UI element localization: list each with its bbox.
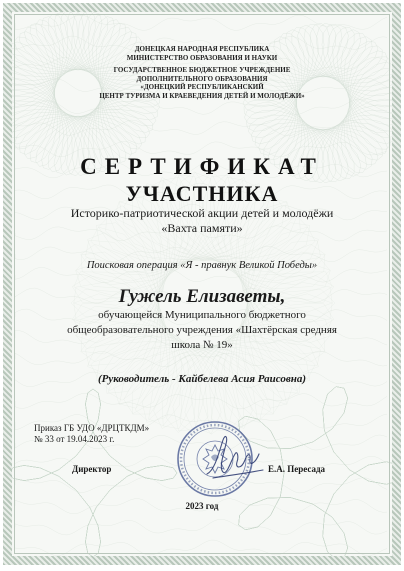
issue-year: 2023 год [185, 501, 219, 511]
operation-name: Поисковая операция «Я - правнук Великой Победы» [86, 260, 318, 271]
issuer-header [3, 45, 401, 100]
recipient-school [3, 308, 401, 353]
issuer-institution-line2: ДОПОЛНИТЕЛЬНОГО ОБРАЗОВАНИЯ [136, 74, 268, 83]
director-label: Директор [72, 464, 112, 474]
school-line2: общеобразовательного учреждения «Шахтёрская средняя [67, 324, 337, 336]
issuer-institution-line4: ЦЕНТР ТУРИЗМА И КРАЕВЕДЕНИЯ ДЕТЕЙ И МОЛОДЁЖИ» [99, 91, 305, 100]
director-name: Е.А. Пересада [268, 464, 326, 474]
order-line1: Приказ ГБ УДО «ДРЦТКДМ» [34, 423, 150, 433]
school-line3: школа № 19» [171, 339, 233, 351]
event-line1: Историко-патриотической акции детей и молодёжи [70, 206, 334, 220]
certificate-page [3, 3, 401, 565]
certificate-subtitle: УЧАСТНИКА [125, 181, 279, 206]
recipient-name: Гужель Елизаветы, [118, 286, 286, 307]
certificate-title: СЕРТИФИКАТ [80, 154, 324, 179]
school-line1: обучающейся Муниципального бюджетного [98, 309, 306, 321]
event-description [3, 206, 401, 236]
order-line2: № 33 от 19.04.2023 г. [34, 434, 115, 444]
leader-line: (Руководитель - Кайбелева Асия Раисовна) [97, 373, 307, 385]
order-reference [34, 423, 149, 445]
issuer-ministry: МИНИСТЕРСТВО ОБРАЗОВАНИЯ И НАУКИ [126, 53, 278, 62]
director-signature [201, 430, 271, 485]
issuer-institution-line3: «ДОНЕЦКИЙ РЕСПУБЛИКАНСКИЙ [140, 83, 264, 91]
issuer-institution-line1: ГОСУДАРСТВЕННОЕ БЮДЖЕТНОЕ УЧРЕЖДЕНИЕ [113, 66, 291, 74]
event-line2: «Вахта памяти» [161, 221, 243, 235]
issuer-republic: ДОНЕЦКАЯ НАРОДНАЯ РЕСПУБЛИКА [134, 45, 270, 53]
